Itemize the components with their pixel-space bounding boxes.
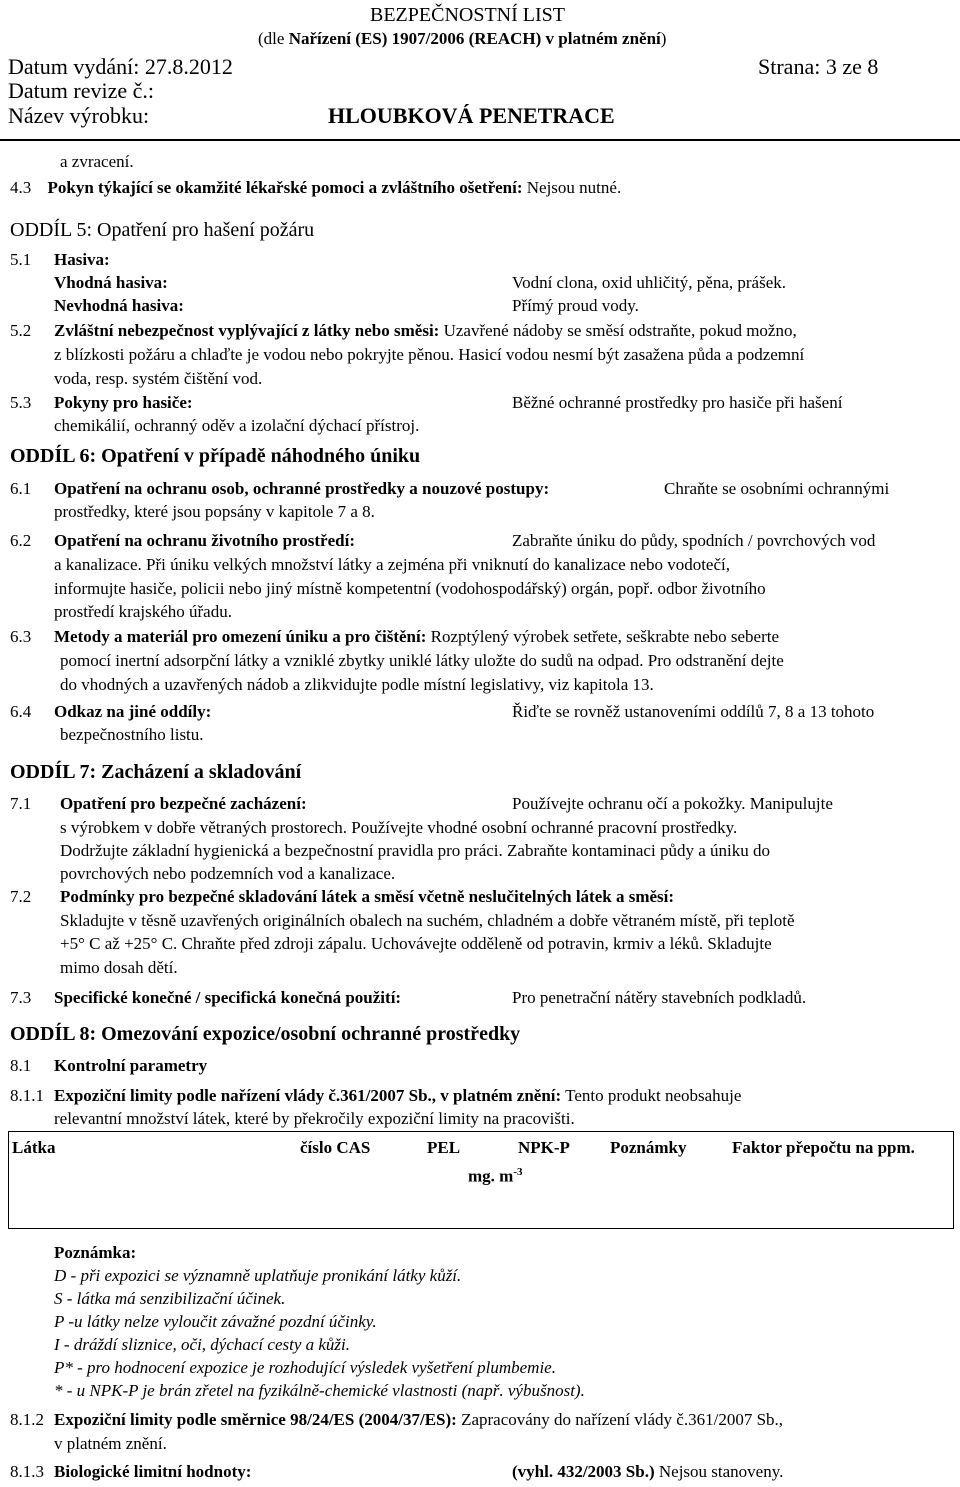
note-item: D - při expozici se významně uplatňuje pronikání látky kůží. [54, 1266, 462, 1285]
s51-number: 5.1 [10, 250, 32, 269]
s64-title: Odkaz na jiné oddíly: [54, 702, 212, 721]
regulation-note [258, 29, 666, 49]
s812-number: 8.1.2 [10, 1410, 44, 1429]
s43-number: 4.3 [10, 178, 32, 197]
document-title: BEZPEČNOSTNÍ LIST [370, 4, 565, 26]
table-left-border [8, 1131, 9, 1229]
s64-number: 6.4 [10, 702, 32, 721]
s61-title: Opatření na ochranu osob, ochranné prostředky a nouzové postupy: [54, 479, 550, 498]
s72-title: Podmínky pro bezpečné skladování látek a směsí včetně neslučitelných látek a směsí: [60, 887, 675, 906]
s71-title: Opatření pro bezpečné zacházení: [60, 794, 307, 813]
note-item: I - dráždí sliznice, oči, dýchací cesty a kůži. [54, 1335, 351, 1354]
regulation-prefix: (dle [258, 29, 289, 48]
regulation-name: Nařízení (ES) 1907/2006 (REACH) v platném znění [288, 29, 661, 48]
s43-row [10, 178, 621, 198]
s811-line2: relevantní množství látek, které by překročily expoziční limity na pracovišti. [54, 1109, 575, 1128]
s71-number: 7.1 [10, 794, 32, 813]
s812-line2: v platném znění. [54, 1434, 167, 1453]
s71-line2: s výrobkem v dobře větraných prostorech. Používejte vhodné osobní ochranné pracovní prostředky. [60, 818, 738, 837]
s81-title: Kontrolní parametry [54, 1056, 208, 1075]
unsuitable-value: Přímý proud vody. [512, 296, 639, 315]
s62-line2: a kanalizace. Při úniku velkých množství látky a zejména při vniknutí do kanalizace nebo vodotečí, [54, 555, 730, 574]
s62-title: Opatření na ochranu životního prostředí: [54, 531, 355, 550]
s51-title: Hasiva: [54, 250, 110, 269]
s5-heading: ODDÍL 5: Opatření pro hašení požáru [10, 219, 315, 241]
s43-value: Nejsou nutné. [522, 178, 622, 197]
table-header-cell: NPK-P [518, 1138, 570, 1157]
s53-title: Pokyny pro hasiče: [54, 393, 193, 412]
header-divider [0, 139, 960, 141]
suitable-value: Vodní clona, oxid uhličitý, pěna, prášek. [512, 273, 786, 292]
s43-title: Pokyn týkající se okamžité lékařské pomoci a zvláštního ošetření: [47, 178, 523, 197]
s52-number: 5.2 [10, 321, 32, 340]
s61-line2: prostředky, které jsou popsány v kapitole 7 a 8. [54, 502, 375, 521]
s71-value: Používejte ochranu očí a pokožky. Manipulujte [512, 794, 833, 813]
s62-value: Zabraňte úniku do půdy, spodních / povrchových vod [512, 531, 876, 550]
s62-number: 6.2 [10, 531, 32, 550]
note-item: P* - pro hodnocení expozice je rozhodující výsledek vyšetření plumbemie. [54, 1358, 556, 1377]
s52-title: Zvláštní nebezpečnost vyplývající z látky nebo směsi: [54, 321, 440, 340]
notes-title: Poznámka: [54, 1243, 137, 1262]
s6-heading: ODDÍL 6: Opatření v případě náhodného úniku [10, 445, 421, 467]
s811-title: Expoziční limity podle nařízení vlády č.361/2007 Sb., v platném znění: [54, 1086, 562, 1105]
table-right-border [953, 1131, 954, 1229]
table-header-cell: PEL [427, 1138, 461, 1157]
suitable-label: Vhodná hasiva: [54, 273, 168, 292]
table-unit [468, 1166, 523, 1187]
product-label: Název výrobku: [8, 103, 150, 128]
s63-value: Rozptýlený výrobek setřete, seškrabte nebo seberte [426, 627, 780, 646]
s52-line1 [54, 321, 797, 341]
s61-number: 6.1 [10, 479, 32, 498]
s64-line2: bezpečnostního listu. [60, 725, 204, 744]
s52-line2: z blízkosti požáru a chlaďte je vodou nebo pokryjte pěnou. Hasicí vodou nesmí být zasažena půda a podzemní [54, 345, 805, 364]
s813-value: Nejsou stanoveny. [654, 1462, 784, 1481]
page-number: Strana: 3 ze 8 [758, 54, 879, 79]
s811-value: Tento produkt neobsahuje [561, 1086, 742, 1105]
s4-continuation: a zvracení. [60, 152, 134, 171]
table-top-border [8, 1131, 954, 1132]
s813-regulation: (vyhl. 432/2003 Sb.) [512, 1462, 655, 1481]
s73-number: 7.3 [10, 988, 32, 1007]
unsuitable-label: Nevhodná hasiva: [54, 296, 184, 315]
s62-line3: informujte hasiče, policii nebo jiný místně kompetentní (vodohospodářský) orgán, popř. odbor životního [54, 579, 766, 598]
s63-line3: do vhodných a uzavřených nádob a zlikvidujte podle místní legislativy, viz kapitola 13. [60, 675, 654, 694]
s72-line2: Skladujte v těsně uzavřených originálních obalech na suchém, chladném a dobře větraném místě, při teplotě [60, 911, 795, 930]
s812-value: Zapracovány do nařízení vlády č.361/2007 Sb., [456, 1410, 784, 1429]
revision-date: Datum revize č.: [8, 78, 154, 103]
s8-heading: ODDÍL 8: Omezování expozice/osobní ochranné prostředky [10, 1023, 521, 1045]
note-item: P -u látky nelze vyloučit závažné pozdní účinky. [54, 1312, 377, 1331]
s811-number: 8.1.1 [10, 1086, 44, 1105]
s53-value: Běžné ochranné prostředky pro hasiče při hašení [512, 393, 843, 412]
s63-line1 [54, 627, 779, 647]
s52-line3: voda, resp. systém čištění vod. [54, 369, 263, 388]
s72-number: 7.2 [10, 887, 32, 906]
table-header-cell: Poznámky [610, 1138, 687, 1157]
s813-title: Biologické limitní hodnoty: [54, 1462, 252, 1481]
s73-value: Pro penetrační nátěry stavebních podkladů. [512, 988, 807, 1007]
s63-number: 6.3 [10, 627, 32, 646]
s63-title: Metody a materiál pro omezení úniku a pro čištění: [54, 627, 427, 646]
s72-line4: mimo dosah dětí. [60, 958, 178, 977]
s62-line4: prostředí krajského úřadu. [54, 602, 232, 621]
product-name: HLOUBKOVÁ PENETRACE [328, 103, 615, 128]
s71-line4: povrchových nebo podzemních vod a kanalizace. [60, 864, 396, 883]
table-bottom-border [8, 1228, 954, 1229]
s53-number: 5.3 [10, 393, 32, 412]
note-item: S - látka má senzibilizační účinek. [54, 1289, 286, 1308]
note-item: * - u NPK-P je brán zřetel na fyzikálně-chemické vlastnosti (např. výbušnost). [54, 1381, 585, 1400]
s812-line1 [54, 1410, 783, 1430]
table-unit-exponent: -3 [513, 1166, 523, 1178]
table-unit-base: mg. m [468, 1166, 514, 1186]
table-header-cell: číslo CAS [300, 1138, 371, 1157]
s813-number: 8.1.3 [10, 1462, 44, 1481]
regulation-suffix: ) [660, 29, 667, 48]
s64-value: Řiďte se rovněž ustanoveními oddílů 7, 8 a 13 tohoto [512, 702, 875, 721]
s71-line3: Dodržujte základní hygienická a bezpečnostní pravidla pro práci. Zabraňte kontaminaci půdy a úniku do [60, 841, 770, 860]
s812-title: Expoziční limity podle směrnice 98/24/ES (2004/37/ES): [54, 1410, 457, 1429]
s53-line2: chemikálií, ochranný oděv a izolační dýchací přístroj. [54, 416, 420, 435]
s73-title: Specifické konečné / specifická konečná použití: [54, 988, 402, 1007]
s52-value: Uzavřené nádoby se směsí odstraňte, pokud možno, [439, 321, 797, 340]
s81-number: 8.1 [10, 1056, 32, 1075]
table-header-cell: Faktor přepočtu na ppm. [732, 1138, 915, 1157]
s811-line1 [54, 1086, 741, 1106]
s72-line3: +5° C až +25° C. Chraňte před zdroji zápalu. Uchovávejte odděleně od potravin, krmiv a léků. Skladujte [60, 934, 772, 953]
issue-date: Datum vydání: 27.8.2012 [8, 54, 233, 79]
s61-value: Chraňte se osobními ochrannými [664, 479, 890, 498]
s63-line2: pomocí inertní adsorpční látky a vzniklé zbytky uniklé látky uložte do sudů na odpad. Pro odstranění dejte [60, 651, 784, 670]
table-header-cell: Látka [12, 1138, 56, 1157]
s7-heading: ODDÍL 7: Zacházení a skladování [10, 761, 302, 783]
s813-value-row [512, 1462, 783, 1482]
